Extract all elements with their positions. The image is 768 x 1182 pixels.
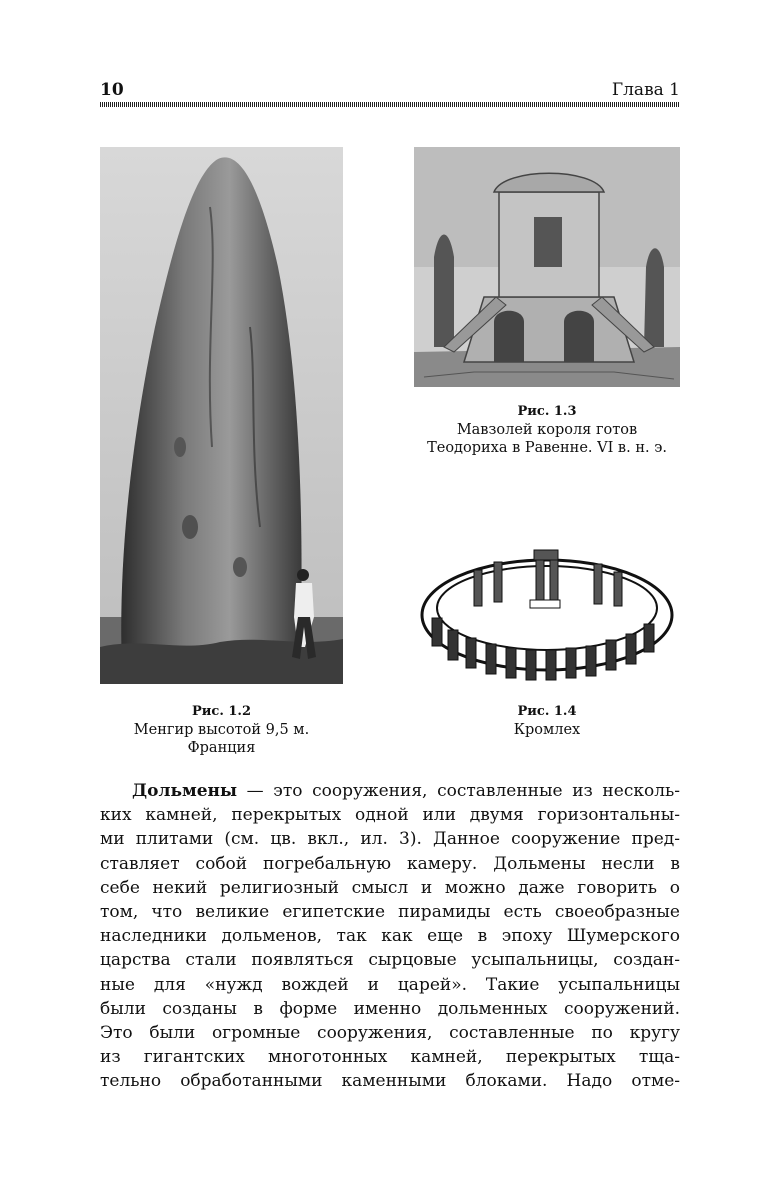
text-line: том, что великие египетские пирамиды есть своеобразные [100,901,680,922]
mausoleum-engraving [414,147,680,387]
caption-line: Франция [187,740,256,756]
chapter-title: Глава 1 [611,80,680,100]
body-paragraph [100,779,680,1093]
text-line: тельно обработанными каменными блоками. Надо отме- [100,1071,680,1092]
text-line: царства стали появляться сырцовые усыпальницы, создан- [100,950,680,971]
figure-caption-1-3 [404,403,690,457]
figure-number: Рис. 1.4 [517,704,577,719]
header-rule [100,102,680,107]
text-line: ких камней, перекрытых одной или двумя горизонтальны- [100,805,680,826]
figure-caption-1-4 [414,703,680,739]
text-line: себе некий религиозный смысл и можно даже говорить о [100,877,680,898]
text-line: из гигантских многотонных камней, перекрытых тща- [100,1047,680,1068]
running-header [100,80,680,104]
text-line-content: — это сооружения, составленные из несколь- [237,781,680,801]
caption-line: Мавзолей короля готов [456,422,638,438]
caption-line: Менгир высотой 9,5 м. [133,722,310,738]
text-line [100,779,680,803]
text-line: ми плитами (см. цв. вкл., ил. 3). Данное сооружение пред- [100,829,680,850]
text-line: были созданы в форме именно дольменных сооружений. [100,998,680,1019]
page-number: 10 [100,80,124,100]
caption-line: Теодориха в Равенне. VI в. н. э. [427,440,667,456]
caption-line: Кромлех [513,722,581,738]
text-line: наследники дольменов, так как еще в эпоху Шумерского [100,926,680,947]
menhir-photo [100,147,343,684]
figure-caption-1-2 [100,703,343,757]
figure-number: Рис. 1.2 [191,704,251,719]
figure-number: Рис. 1.3 [517,404,577,419]
text-line: ставляет собой погребальную камеру. Дольмены несли в [100,853,680,874]
cromlech-drawing [414,530,680,690]
text-line: Это были огромные сооружения, составленные по кругу [100,1022,680,1043]
lead-term: Дольмены [132,781,238,801]
text-line: ные для «нужд вождей и царей». Такие усыпальницы [100,974,680,995]
